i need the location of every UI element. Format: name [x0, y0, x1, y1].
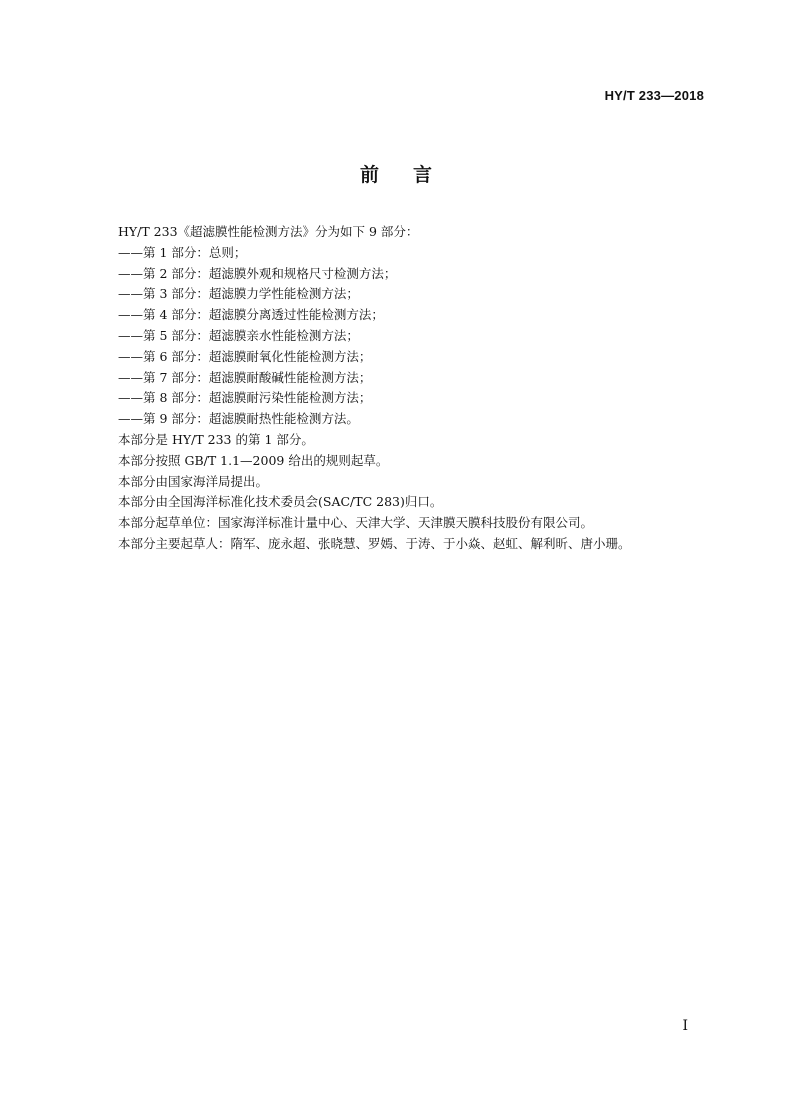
standard-code: HY/T 233—2018 [604, 88, 704, 103]
foreword-line: 本部分主要起草人：隋军、庞永超、张晓慧、罗嫣、于涛、于小焱、赵虹、解利昕、唐小珊。 [118, 535, 631, 551]
page-number: I [682, 1018, 688, 1034]
foreword-line: ——第 3 部分：超滤膜力学性能检测方法； [118, 286, 359, 302]
page-title: 前言 [359, 164, 466, 186]
foreword-line: ——第 5 部分：超滤膜亲水性能检测方法； [118, 327, 359, 343]
foreword-line: ——第 1 部分：总则； [118, 244, 247, 260]
foreword-line: ——第 4 部分：超滤膜分离透过性能检测方法； [118, 307, 384, 323]
foreword-line: 本部分由全国海洋标准化技术委员会(SAC/TC 283)归口。 [118, 494, 443, 510]
foreword-line: ——第 2 部分：超滤膜外观和规格尺寸检测方法； [118, 265, 397, 281]
foreword-body [118, 222, 718, 555]
foreword-line: 本部分起草单位：国家海洋标准计量中心、天津大学、天津膜天膜科技股份有限公司。 [118, 515, 594, 531]
foreword-line: HY/T 233《超滤膜性能检测方法》分为如下 9 部分： [118, 224, 419, 239]
foreword-line: ——第 6 部分：超滤膜耐氧化性能检测方法； [118, 348, 372, 364]
foreword-line: ——第 7 部分：超滤膜耐酸碱性能检测方法； [118, 369, 372, 385]
foreword-line: ——第 8 部分：超滤膜耐污染性能检测方法； [118, 390, 372, 406]
foreword-line: ——第 9 部分：超滤膜耐热性能检测方法。 [118, 411, 359, 427]
foreword-line: 本部分是 HY/T 233 的第 1 部分。 [118, 431, 314, 447]
foreword-line: 本部分由国家海洋局提出。 [118, 473, 269, 489]
foreword-line: 本部分按照 GB/T 1.1—2009 给出的规则起草。 [118, 452, 389, 468]
